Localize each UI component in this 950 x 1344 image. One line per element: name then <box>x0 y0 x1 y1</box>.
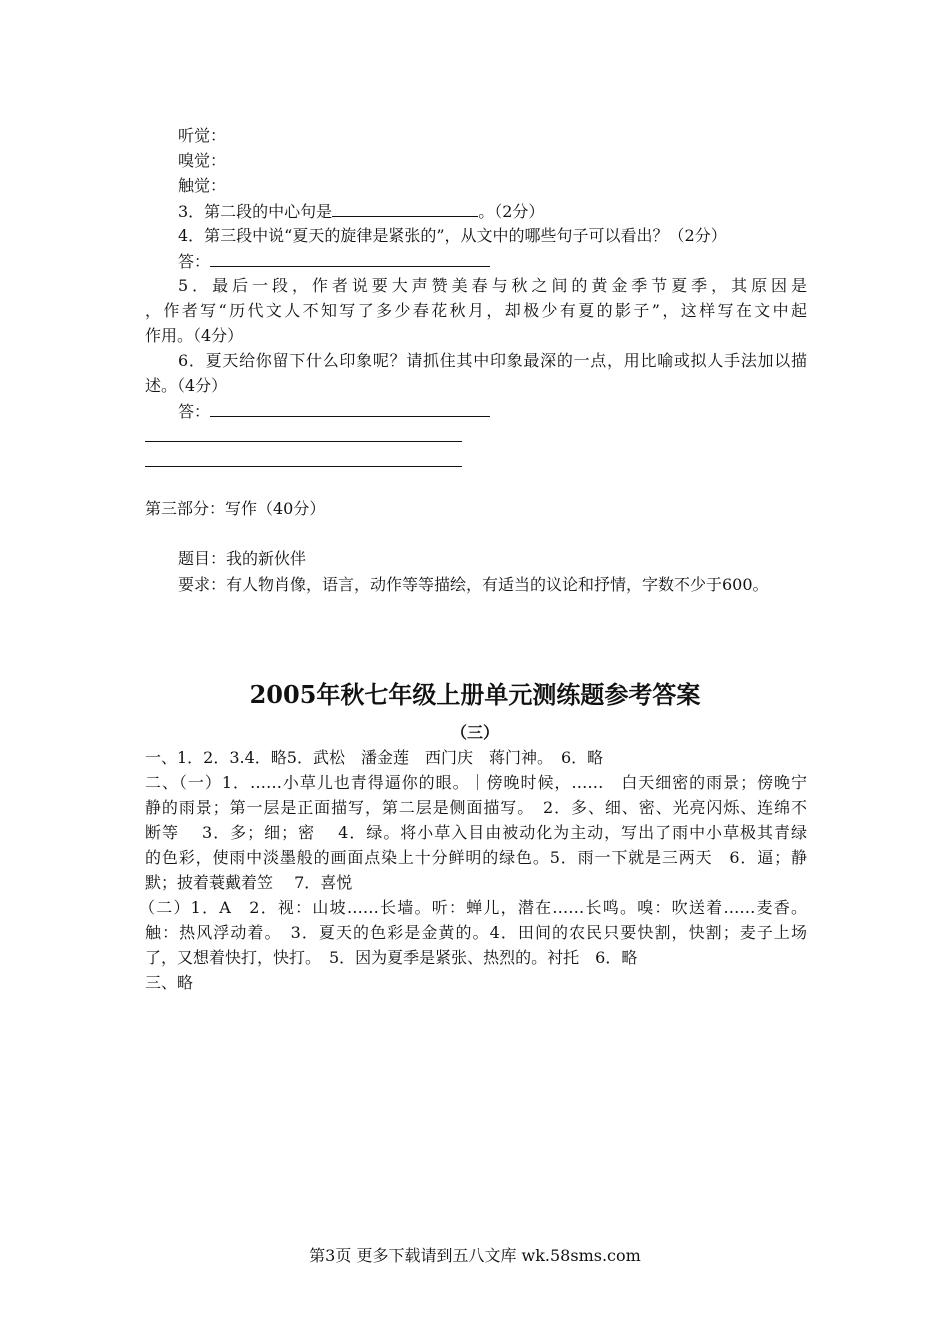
answer-blank <box>332 200 478 217</box>
answer-line-9: 了，又想着快打，快打。 5．因为夏季是紧张、热烈的。衬托 6．略 <box>145 948 638 967</box>
question-4: 4．第三段中说“夏天的旋律是紧张的”，从文中的哪些句子可以看出？（2分） <box>178 226 727 245</box>
answer-line-3: 静的雨景；第一层是正面描写，第二层是侧面描写。 2．多、细、密、光亮闪烁、连绵不 <box>145 798 807 817</box>
question-3 <box>178 200 544 223</box>
hearing-label: 听觉： <box>178 126 227 145</box>
answer-line-8: 触：热风浮动着。 3．夏天的色彩是金黄的。4．田间的农民只要快割，快割；麦子上场 <box>145 923 807 942</box>
question-3-suffix: 。（2分） <box>478 202 545 221</box>
answer-key-subtitle: （三） <box>450 723 499 742</box>
writing-topic: 题目：我的新伙伴 <box>178 549 307 568</box>
answer-line-7: （二）1．A 2．视：山坡……长墙。听：蝉儿，潜在……长鸣。嗅：吹送着……麦香。 <box>139 898 807 917</box>
question-4-answer <box>178 250 490 273</box>
answer-label: 答： <box>178 402 211 421</box>
question-5-line-2: ，作者写“历代文人不知写了多少春花秋月，却极少有夏的影子”，这样写在文中起 <box>145 301 807 320</box>
answer-blank <box>210 400 490 417</box>
question-5-line-1: 5．最后一段，作者说要大声赞美春与秋之间的黄金季节夏季，其原因是 <box>178 276 807 295</box>
writing-heading: 第三部分：写作（40分） <box>145 499 326 518</box>
answer-line-10: 三、略 <box>145 973 194 992</box>
question-3-prefix: 3．第二段的中心句是 <box>178 202 333 221</box>
page-footer: 第3页 更多下载请到五八文库 wk.58sms.com <box>309 1246 641 1265</box>
answer-line-2: 二、（一）1．……小草儿也青得逼你的眼。｜傍晚时候，…… 白天细密的雨景；傍晚宁 <box>145 773 807 792</box>
answer-label: 答： <box>178 252 211 271</box>
answer-blank <box>210 250 490 267</box>
answer-line <box>145 441 462 442</box>
answer-key-title: 2005年秋七年级上册单元测练题参考答案 <box>249 680 701 709</box>
answer-line <box>145 466 462 467</box>
question-5-line-3: 作用。（4分） <box>145 326 244 345</box>
answer-line-5: 的色彩，使雨中淡墨般的画面点染上十分鲜明的绿色。5．雨一下就是三两天 6．逼；静 <box>145 848 807 867</box>
writing-requirement: 要求：有人物肖像，语言，动作等等描绘，有适当的议论和抒情，字数不少于600。 <box>178 575 769 594</box>
question-6-answer <box>178 400 490 423</box>
smell-label: 嗅觉： <box>178 151 227 170</box>
answer-line-1: 一、1．2．3.4．略5．武松 潘金莲 西门庆 蒋门神。 6．略 <box>145 748 604 767</box>
question-6-line-1: 6．夏天给你留下什么印象呢？请抓住其中印象最深的一点，用比喻或拟人手法加以描 <box>178 351 807 370</box>
question-6-line-2: 述。（4分） <box>145 376 228 395</box>
answer-line-4: 断等 3．多；细；密 4．绿。将小草入目由被动化为主动，写出了雨中小草极其青绿 <box>145 823 807 842</box>
touch-label: 触觉： <box>178 176 227 195</box>
answer-line-6: 默；披着蓑戴着笠 7．喜悦 <box>145 873 353 892</box>
